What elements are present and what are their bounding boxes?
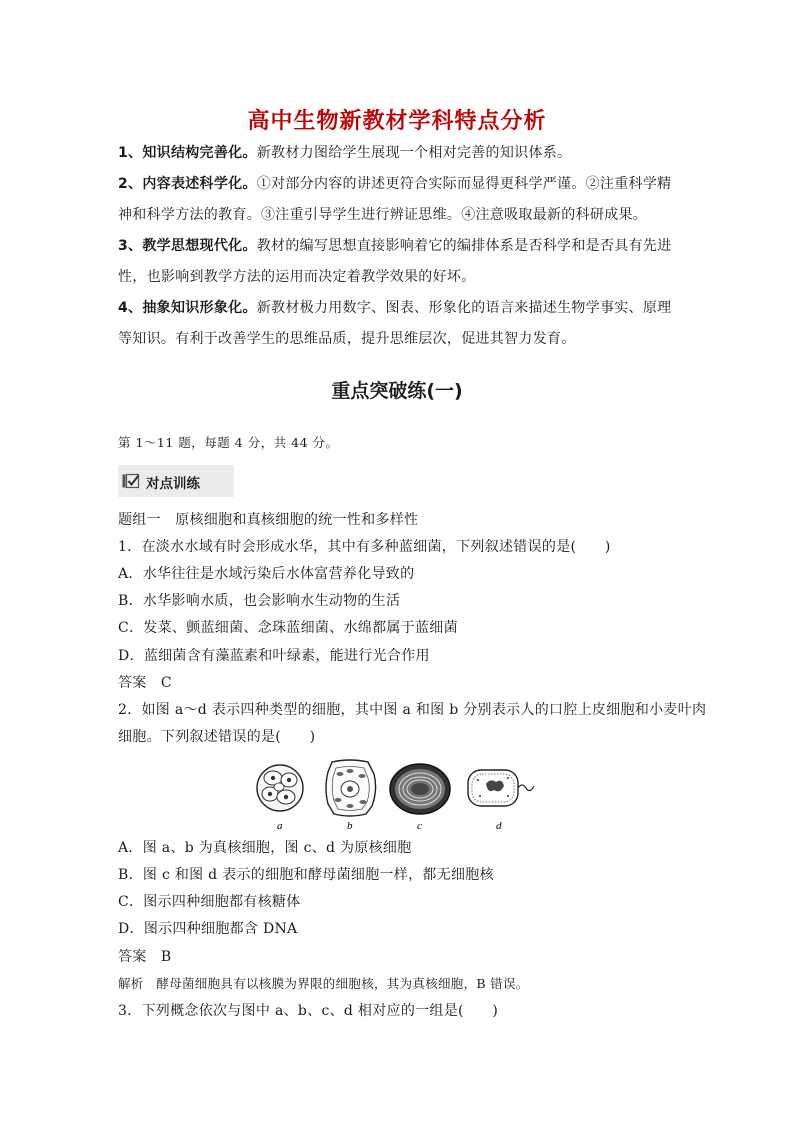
- question-1-option-d: D．蓝细菌含有藻蓝素和叶绿素，能进行光合作用: [118, 648, 430, 664]
- cell-d-illustration: [468, 770, 534, 806]
- feature-item-3: [118, 231, 678, 293]
- question-2-stem-line-2: 细胞。下列叙述错误的是( ): [118, 729, 316, 745]
- cell-b-illustration: [326, 760, 376, 816]
- feature-item-2: [118, 169, 678, 231]
- section-header: [118, 465, 234, 497]
- feature-label: 3、教学思想现代化。: [118, 238, 257, 254]
- group-title: 题组一 原核细胞和真核细胞的统一性和多样性: [118, 512, 419, 528]
- feature-text: 教材的编写思想直接影响着它的编排体系是否科学和是否具有先进性，也影响到教学方法的运用而决定着教学效果的好坏。: [118, 238, 672, 285]
- question-1-option-b: B．水华影响水质，也会影响水生动物的生活: [118, 593, 401, 609]
- section-label: 对点训练: [146, 476, 200, 492]
- question-1-answer: 答案 C: [118, 675, 172, 691]
- cell-diagram-figure: [250, 756, 540, 834]
- question-2-option-a: A．图 a、b 为真核细胞，图 c、d 为原核细胞: [118, 840, 412, 856]
- question-1-stem: 1．在淡水水域有时会形成水华，其中有多种蓝细菌，下列叙述错误的是( ): [118, 539, 611, 555]
- checklist-icon: [122, 473, 140, 489]
- exercise-title: 重点突破练(一): [331, 380, 463, 402]
- figure-label-a: a: [277, 820, 283, 832]
- feature-label: 2、内容表述科学化。: [118, 176, 257, 192]
- figure-label-b: b: [347, 820, 353, 832]
- feature-item-4: [118, 293, 678, 355]
- figure-label-d: d: [496, 820, 502, 832]
- question-2-stem-line-1: 2．如图 a～d 表示四种类型的细胞，其中图 a 和图 b 分别表示人的口腔上皮细胞和小麦叶肉: [118, 702, 707, 718]
- feature-item-1: [118, 138, 678, 169]
- feature-text: ①对部分内容的讲述更符合实际而显得更科学严谨。②注重科学精神和科学方法的教育。③注重引导学生进行辨证思维。④注意吸取最新的科研成果。: [118, 176, 672, 223]
- question-2-option-d: D．图示四种细胞都含 DNA: [118, 921, 298, 937]
- feature-label: 1、知识结构完善化。: [118, 145, 257, 161]
- feature-text: 新教材极力用数字、图表、形象化的语言来描述生物学事实、原理等知识。有利于改善学生的思维品质，提升思维层次，促进其智力发育。: [118, 300, 672, 347]
- cell-a-illustration: [257, 765, 303, 811]
- cell-c-illustration: [390, 764, 450, 814]
- question-2-option-b: B．图 c 和图 d 表示的细胞和酵母菌细胞一样，都无细胞核: [118, 867, 494, 883]
- figure-label-c: c: [417, 820, 422, 832]
- question-2-answer: 答案 B: [118, 949, 172, 965]
- question-1-option-c: C．发菜、颤蓝细菌、念珠蓝细菌、水绵都属于蓝细菌: [118, 620, 458, 636]
- question-3-stem: 3．下列概念依次与图中 a、b、c、d 相对应的一组是( ): [118, 1003, 499, 1019]
- page-title: 高中生物新教材学科特点分析: [247, 109, 547, 134]
- scoring-note: 第 1～11 题，每题 4 分，共 44 分。: [118, 435, 339, 450]
- feature-text: 新教材力图给学生展现一个相对完善的知识体系。: [256, 145, 572, 161]
- question-1-option-a: A．水华往往是水域污染后水体富营养化导致的: [118, 566, 415, 582]
- question-2-analysis: 解析 酵母菌细胞具有以核膜为界限的细胞核，其为真核细胞，B 错误。: [118, 976, 529, 991]
- feature-label: 4、抽象知识形象化。: [118, 300, 257, 316]
- question-2-option-c: C．图示四种细胞都有核糖体: [118, 894, 301, 910]
